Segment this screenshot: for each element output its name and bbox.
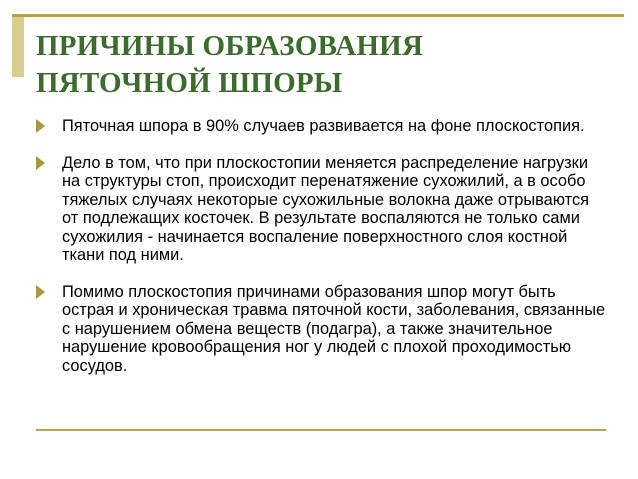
bullet-item <box>36 117 606 136</box>
triangle-bullet-icon <box>36 119 45 133</box>
title-accent-bar <box>12 14 24 77</box>
bullet-item <box>36 283 606 376</box>
bullet-item <box>36 154 606 265</box>
triangle-bullet-icon <box>36 285 45 299</box>
bullet-text: Пяточная шпора в 90% случаев развивается на фоне плоскостопия. <box>62 117 585 135</box>
bullet-text: Помимо плоскостопия причинами образования шпор могут быть острая и хроническая травма пяточной кости, заболевания, связанные с нарушением обмена веществ (подагра), а также значительное нарушение кровообращения ног у людей с плохой проходимостью сосудов. <box>62 282 606 375</box>
bullet-list <box>36 117 606 375</box>
bottom-rule <box>36 429 606 431</box>
slide-title <box>36 28 596 102</box>
title-line-1: ПРИЧИНЫ ОБРАЗОВАНИЯ <box>36 30 424 62</box>
title-line-2: ПЯТОЧНОЙ ШПОРЫ <box>36 67 343 99</box>
top-rule <box>12 14 624 17</box>
triangle-bullet-icon <box>36 156 45 170</box>
bullet-text: Дело в том, что при плоскостопии меняется распределение нагрузки на структуры стоп, происходит перенатяжение сухожилий, а в особо тяжелых случаях некоторые сухожильные волокна даже отрываются от подлежащих косточек. В результате воспаляются не только сами сухожилия - начинается воспаление поверхностного слоя костной ткани под ними. <box>62 153 590 264</box>
